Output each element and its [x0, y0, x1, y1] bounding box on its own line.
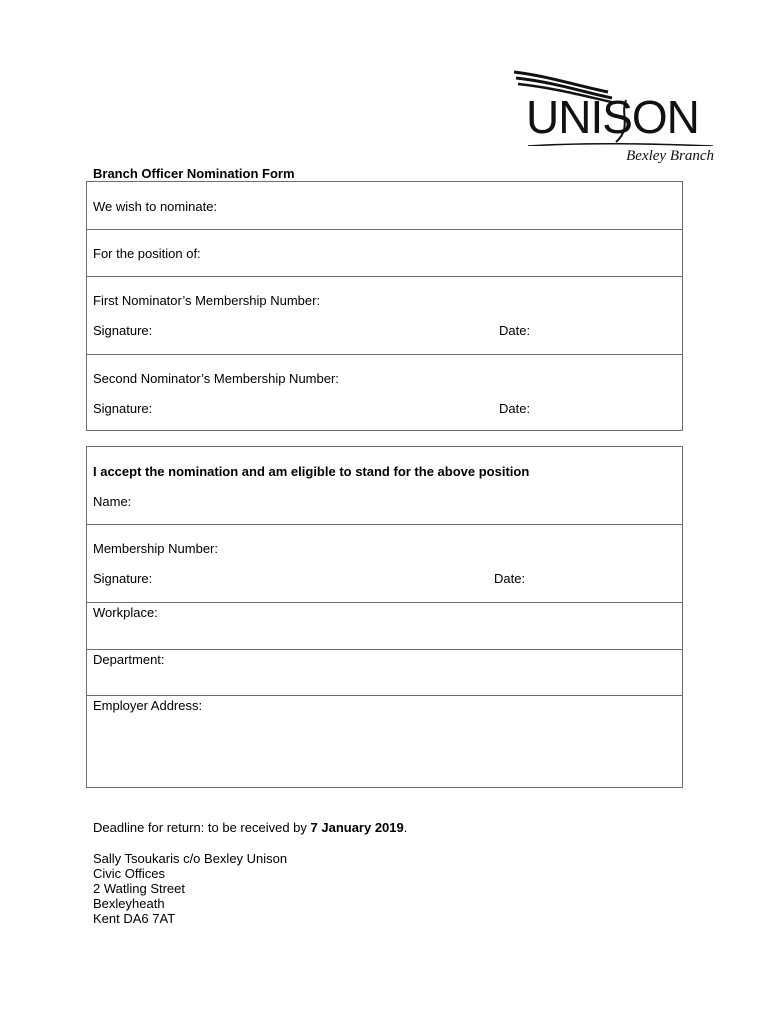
- position-label: For the position of:: [93, 246, 201, 261]
- address-line: Kent DA6 7AT: [93, 911, 176, 926]
- second-nominator-cell[interactable]: [87, 354, 682, 430]
- second-signature-label: Signature:: [93, 401, 153, 416]
- first-nominator-cell[interactable]: [87, 276, 682, 355]
- name-label: Name:: [93, 494, 132, 509]
- employer-address-label: Employer Address:: [93, 698, 203, 713]
- membership-label: Membership Number:: [93, 541, 218, 556]
- second-date-label: Date:: [499, 401, 531, 416]
- first-membership-label: First Nominator’s Membership Number:: [93, 293, 321, 308]
- nominee-membership-cell[interactable]: [87, 524, 682, 603]
- department-label: Department:: [93, 652, 165, 667]
- unison-logo: [508, 66, 718, 170]
- address-line: Sally Tsoukaris c/o Bexley Unison: [93, 851, 288, 866]
- second-membership-label: Second Nominator’s Membership Number:: [93, 371, 339, 386]
- address-line: 2 Watling Street: [93, 881, 186, 896]
- deadline-prefix: Deadline for return: to be received by: [93, 820, 311, 835]
- form-title: Branch Officer Nomination Form: [93, 166, 295, 181]
- logo-branch-name: Bexley Branch: [626, 148, 714, 164]
- nominee-cell[interactable]: [87, 182, 682, 230]
- date-label: Date:: [494, 571, 526, 586]
- address-line: Bexleyheath: [93, 896, 165, 911]
- signature-label: Signature:: [93, 571, 153, 586]
- position-cell[interactable]: [87, 229, 682, 277]
- address-line: Civic Offices: [93, 866, 165, 881]
- acceptance-cell[interactable]: [87, 447, 682, 525]
- first-signature-label: Signature:: [93, 323, 153, 338]
- department-cell[interactable]: [87, 649, 682, 696]
- workplace-cell[interactable]: [87, 602, 682, 650]
- first-date-label: Date:: [499, 323, 531, 338]
- workplace-label: Workplace:: [93, 605, 158, 620]
- deadline-line: [93, 820, 407, 835]
- nominee-label: We wish to nominate:: [93, 199, 218, 214]
- logo-wordmark: UNISON: [526, 91, 699, 143]
- deadline-date: 7 January 2019: [310, 820, 404, 835]
- employer-address-cell[interactable]: [87, 695, 682, 787]
- nominee-acceptance-section: [86, 446, 683, 788]
- deadline-suffix: .: [403, 820, 408, 835]
- return-address: [93, 851, 287, 926]
- acceptance-statement: I accept the nomination and am eligible to stand for the above position: [93, 464, 530, 479]
- nominator-section: [86, 181, 683, 431]
